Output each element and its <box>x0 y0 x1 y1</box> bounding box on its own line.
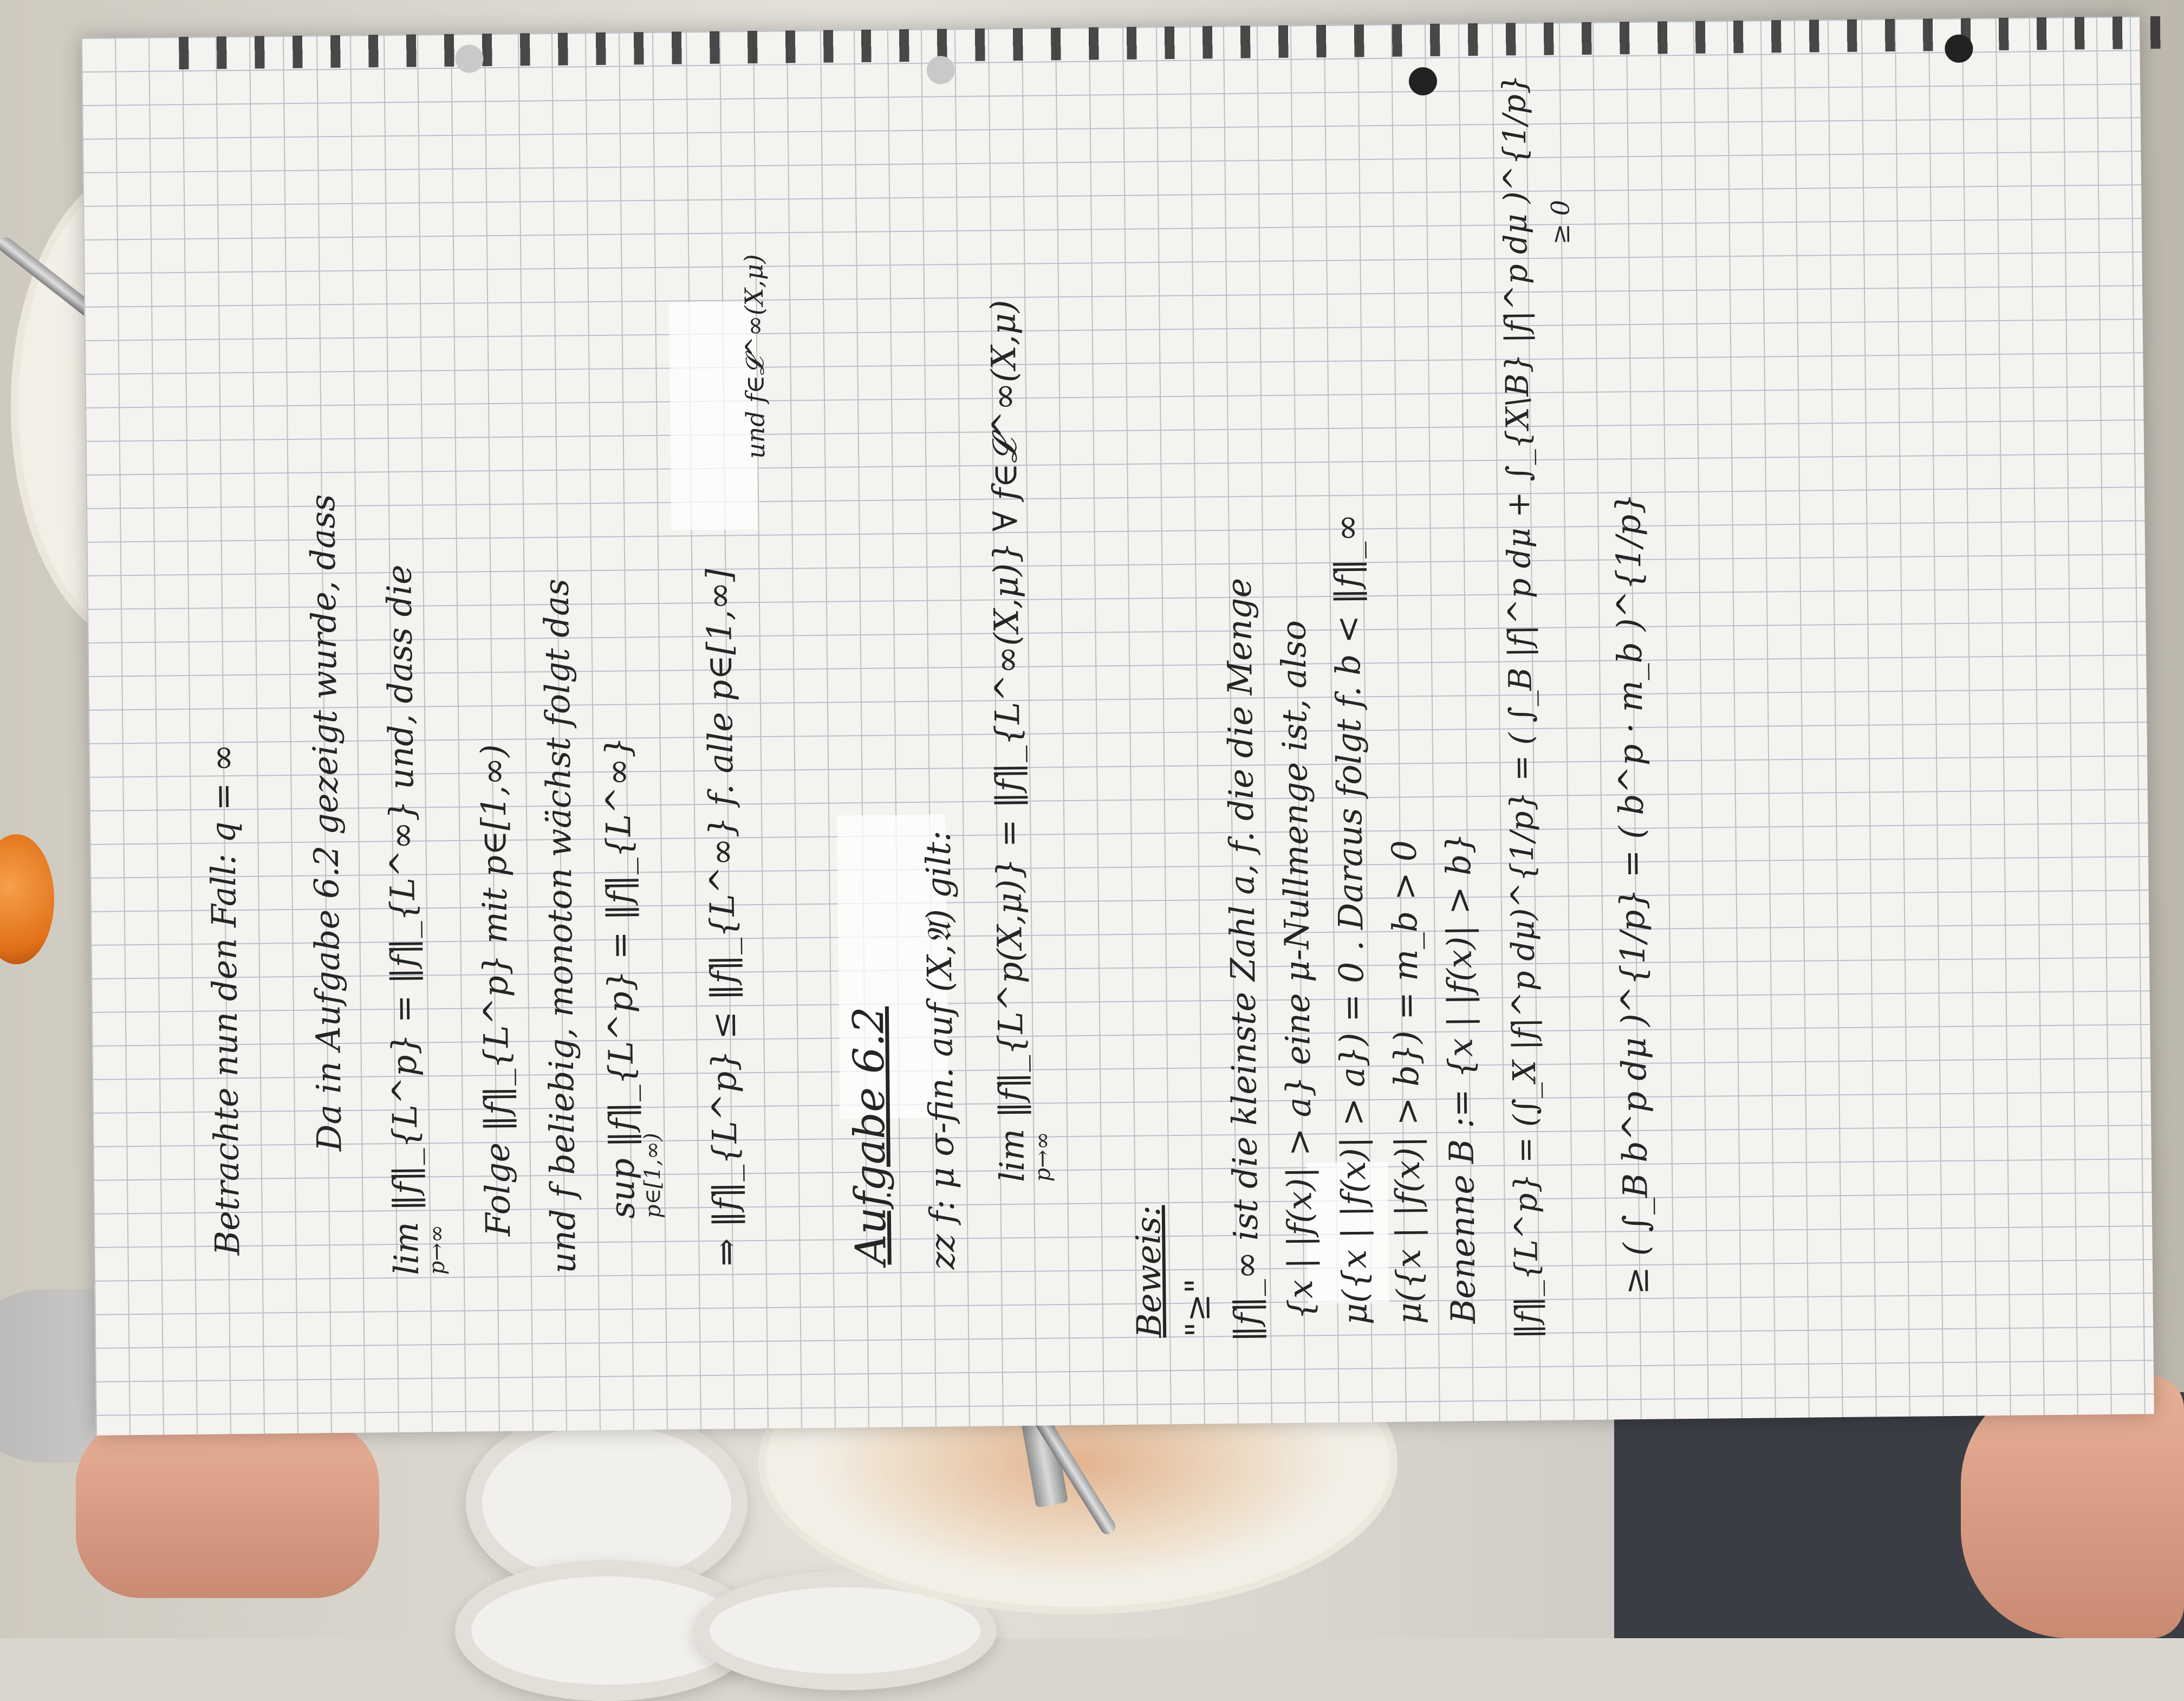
note-line-7: ⇒ ‖f‖_{L^p} ≤ ‖f‖_{L^∞} f. alle p∈[1,∞] <box>699 568 746 1267</box>
note-line-3: lim ‖f‖_{L^p} = ‖f‖_{L^∞} und, dass die <box>379 564 426 1276</box>
heading-aufgabe: Aufgabe 6.2 <box>844 1006 896 1265</box>
note-line-3-sub: p→∞ <box>424 1224 450 1275</box>
notebook-page <box>81 16 2154 1436</box>
note-line-9-sub: p→∞ <box>1030 1131 1056 1182</box>
note-line-8: zz f: μ σ-fin. auf (X,𝔄) gilt: <box>918 830 963 1270</box>
note-line-16: ≥ ( ∫_B b^p dμ )^{1/p} = ( b^p · m_b )^{1/p} <box>1608 492 1656 1295</box>
note-line-9: lim ‖f‖_{L^p(X,μ)} = ‖f‖_{L^∞(X,μ)} ∀ f∈𝓛^∞(X,μ) <box>983 300 1032 1183</box>
note-line-4: Folge ‖f‖_{L^p} mit p∈[1,∞) <box>473 744 518 1237</box>
note-line-2: Da in Aufgabe 6.2 gezeigt wurde, dass <box>302 494 349 1152</box>
note-line-5: und f beliebig, monoton wächst folgt das <box>536 578 583 1274</box>
handwritten-notes <box>195 38 2103 1342</box>
proof-label: Beweis: <box>1128 1205 1169 1338</box>
note-line-11: {x | |f(x)| > a} eine μ-Nullmenge ist, also <box>1273 620 1321 1320</box>
proof-direction: "≥" <box>1178 1278 1218 1338</box>
note-line-7-sub: und f∈𝓛^∞(X,μ) <box>739 254 771 459</box>
note-line-15-note: ≥ 0 <box>1545 199 1576 245</box>
note-line-14: Benenne B := {x | |f(x)| > b} <box>1438 832 1483 1324</box>
note-line-10: ‖f‖_∞ ist die kleinste Zahl a, f. die die Menge <box>1219 577 1267 1342</box>
note-line-6-sub: p∈[1,∞) <box>640 1132 666 1219</box>
note-line-1: Betrachte nun den Fall: q = ∞ <box>202 743 248 1256</box>
hand-left <box>76 1419 379 1598</box>
note-line-6: sup ‖f‖_{L^p} = ‖f‖_{L^∞} <box>597 736 642 1219</box>
note-line-12: μ({x | |f(x)| > a}) = 0 . Daraus folgt f. b < ‖f‖_∞ <box>1327 514 1375 1325</box>
note-line-13: μ({x | |f(x)| > b}) = m_b > 0 <box>1384 840 1429 1325</box>
note-line-15: ‖f‖_{L^p} = (∫_X |f|^p dμ)^{1/p} = ( ∫_B |f|^p dμ + ∫_{X\B} |f|^p dμ )^{1/p} <box>1495 74 1546 1340</box>
